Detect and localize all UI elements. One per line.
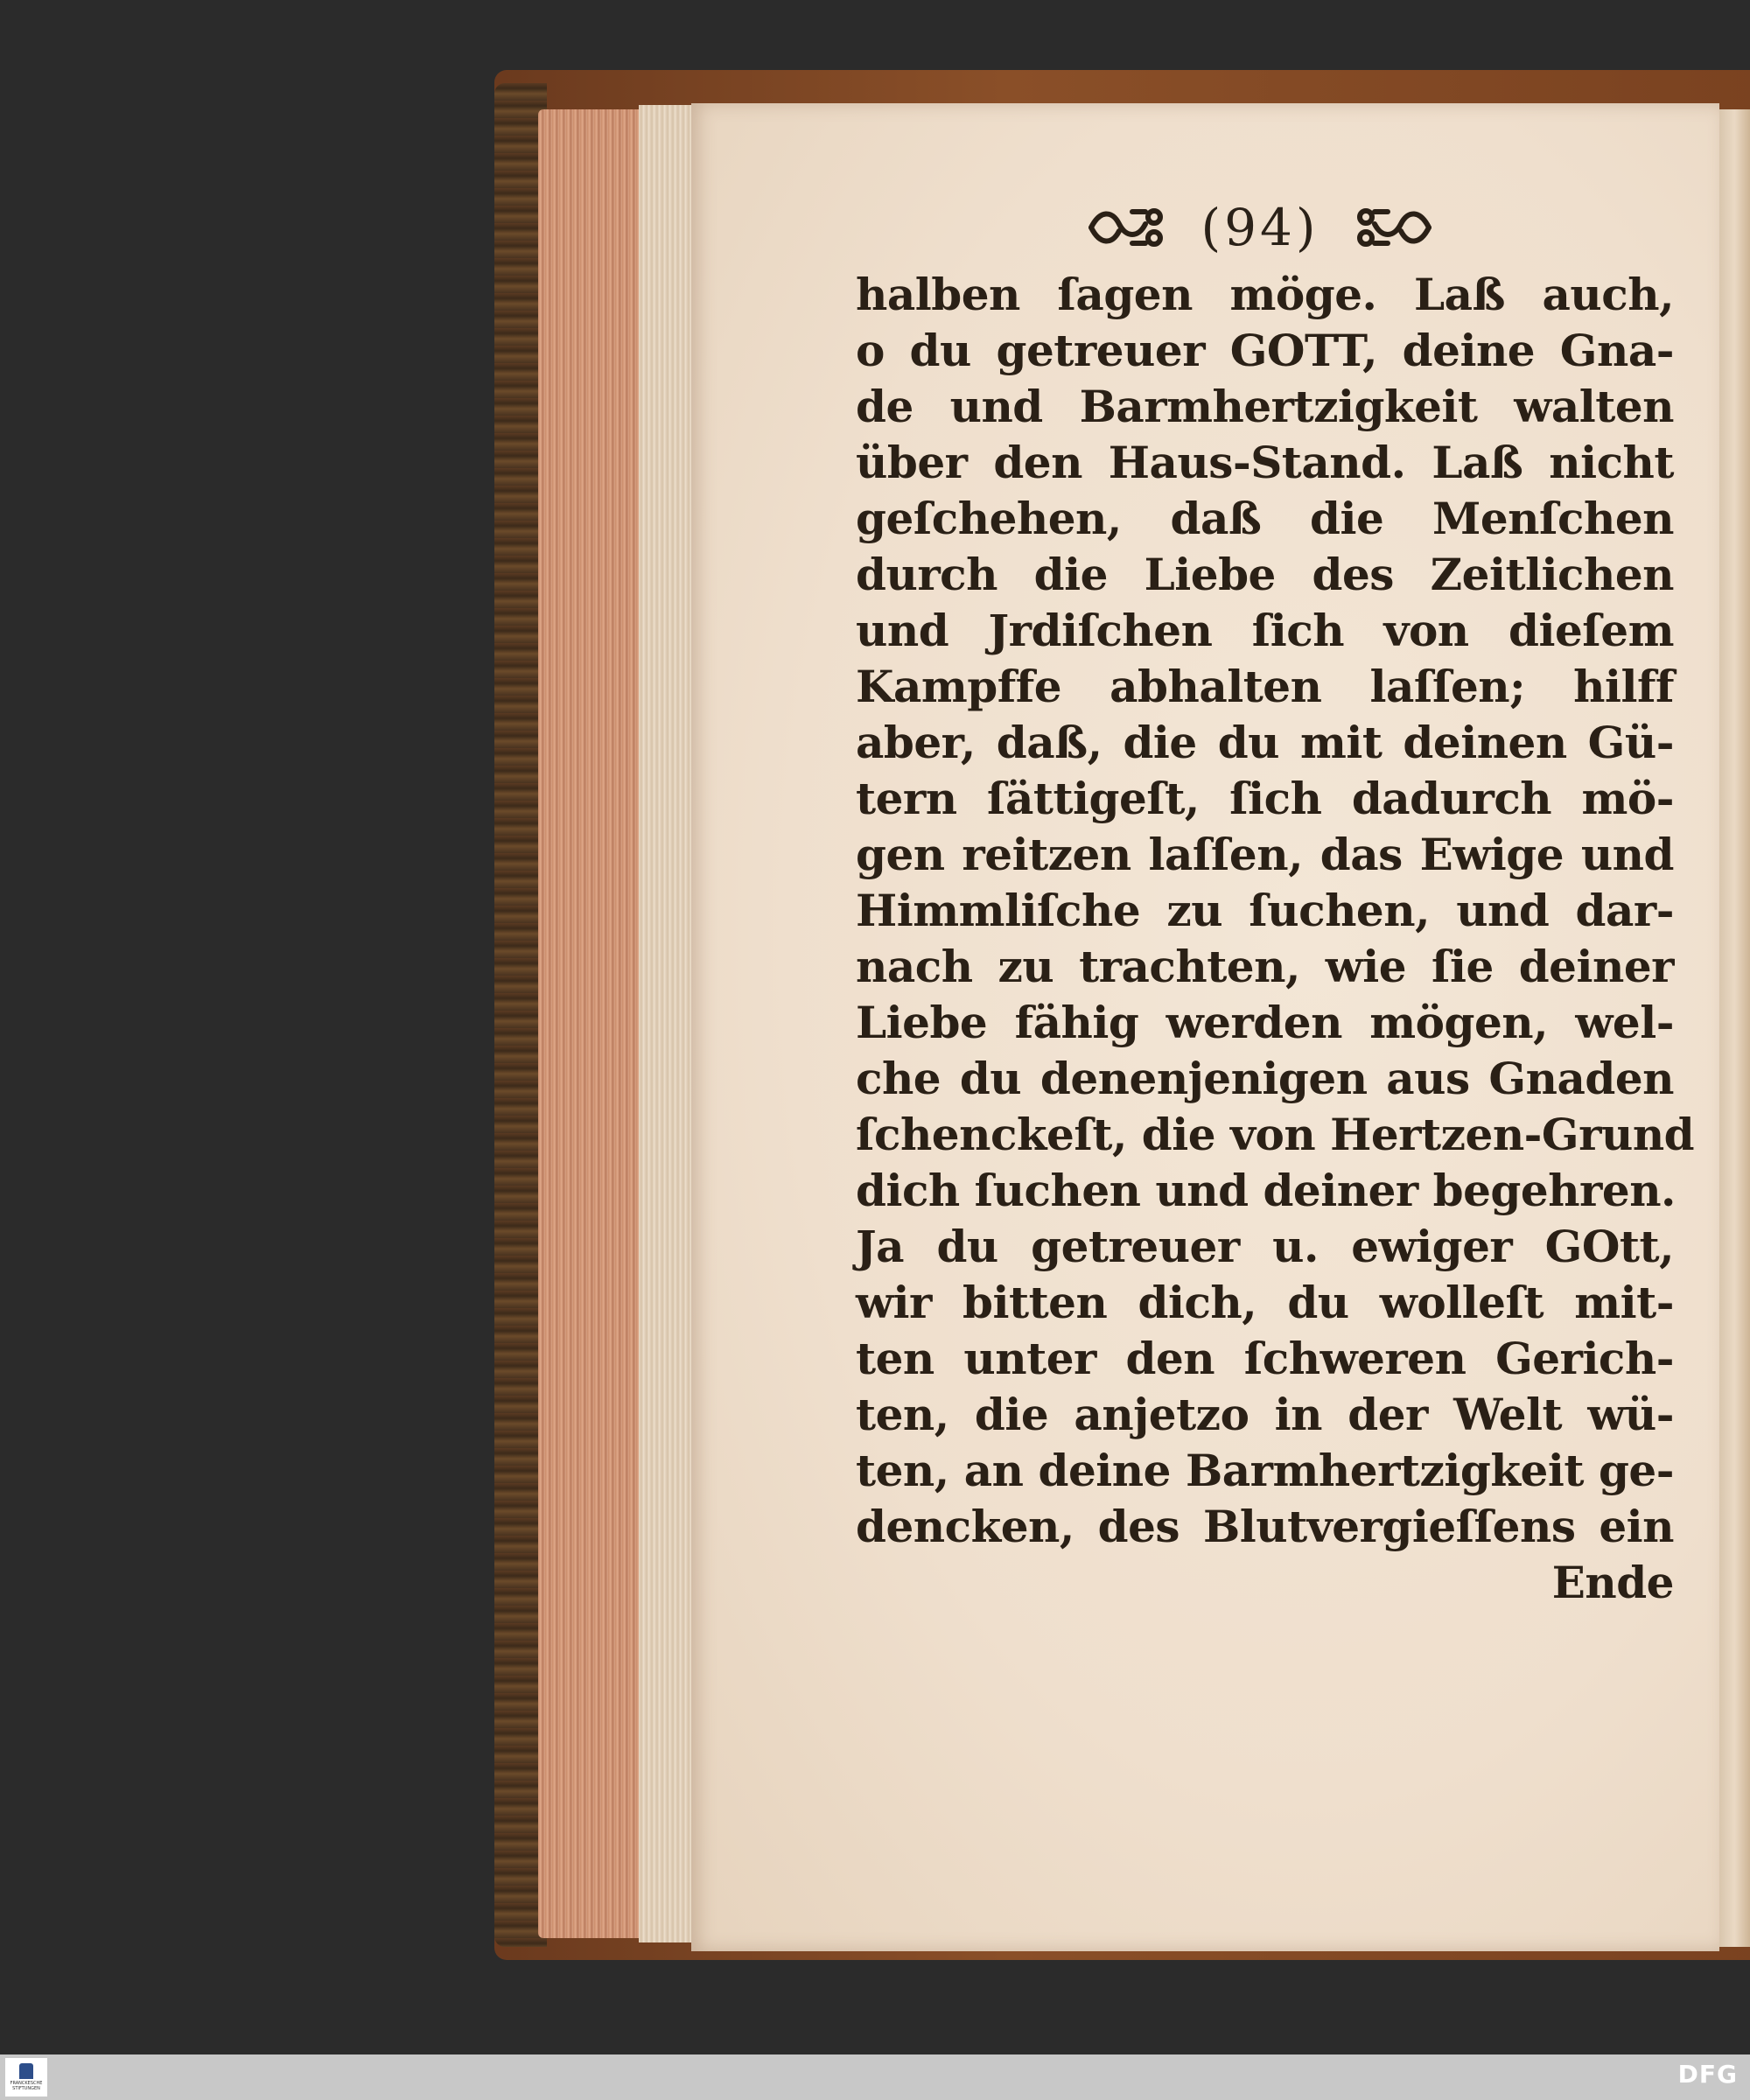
text-line: nach zu trachten, wie ſie deiner xyxy=(856,941,1674,992)
text-line: de und Barmhertzigkeit walten xyxy=(856,381,1674,432)
text-line: tern ſättigeſt, ſich dadurch mö- xyxy=(856,773,1674,824)
viewer-footer-bar xyxy=(0,2054,1750,2100)
page-stack xyxy=(639,105,691,1942)
fleuron-icon xyxy=(1084,201,1167,254)
facing-page-edge xyxy=(1719,109,1750,1947)
text-line: Himmliſche zu ſuchen, und dar- xyxy=(856,885,1674,936)
text-line: halben ſagen möge. Laß auch, xyxy=(856,269,1674,320)
logo-caption: FRANCKESCHE STIFTUNGEN xyxy=(10,2081,43,2091)
building-icon xyxy=(19,2063,33,2079)
page-header xyxy=(1041,188,1479,267)
text-line: geſchehen, daß die Menſchen xyxy=(856,493,1674,544)
text-line: ſchenckeſt, die von Hertzen-Grund xyxy=(856,1109,1695,1160)
text-line: gen reitzen laſſen, das Ewige und xyxy=(856,829,1674,880)
page-number: (94) xyxy=(1200,198,1320,257)
text-line: über den Haus-Stand. Laß nicht xyxy=(856,437,1674,488)
text-line: che du denenjenigen aus Gnaden xyxy=(856,1053,1674,1104)
text-line: wir bitten dich, du wolleſt mit- xyxy=(856,1277,1674,1328)
institution-logo[interactable] xyxy=(5,2058,47,2096)
text-line: dencken, des Blutvergieſſens ein xyxy=(856,1501,1674,1552)
dfg-logo[interactable]: DFG xyxy=(1677,2060,1738,2089)
text-line: o du getreuer GOTT, deine Gna- xyxy=(856,325,1674,376)
text-line: durch die Liebe des Zeitlichen xyxy=(856,549,1674,600)
fleuron-icon xyxy=(1353,201,1436,254)
text-line: ten, die anjetzo in der Welt wü- xyxy=(856,1389,1674,1440)
text-line: ten unter den ſchweren Gerich- xyxy=(856,1333,1674,1384)
text-line: Ja du getreuer u. ewiger GOtt, xyxy=(856,1221,1674,1272)
text-line: Liebe fähig werden mögen, wel- xyxy=(856,997,1674,1048)
catchword: Ende xyxy=(1551,1557,1674,1608)
text-line: ten, an deine Barmhertzigkeit ge- xyxy=(856,1445,1674,1496)
text-line: dich ſuchen und deiner begehren. xyxy=(856,1165,1676,1216)
text-line: und Jrdiſchen ſich von dieſem xyxy=(856,605,1674,656)
page-text xyxy=(856,267,1695,1611)
text-line: Kampffe abhalten laſſen; hilff xyxy=(856,661,1674,712)
text-line: aber, daß, die du mit deinen Gü- xyxy=(856,717,1674,768)
